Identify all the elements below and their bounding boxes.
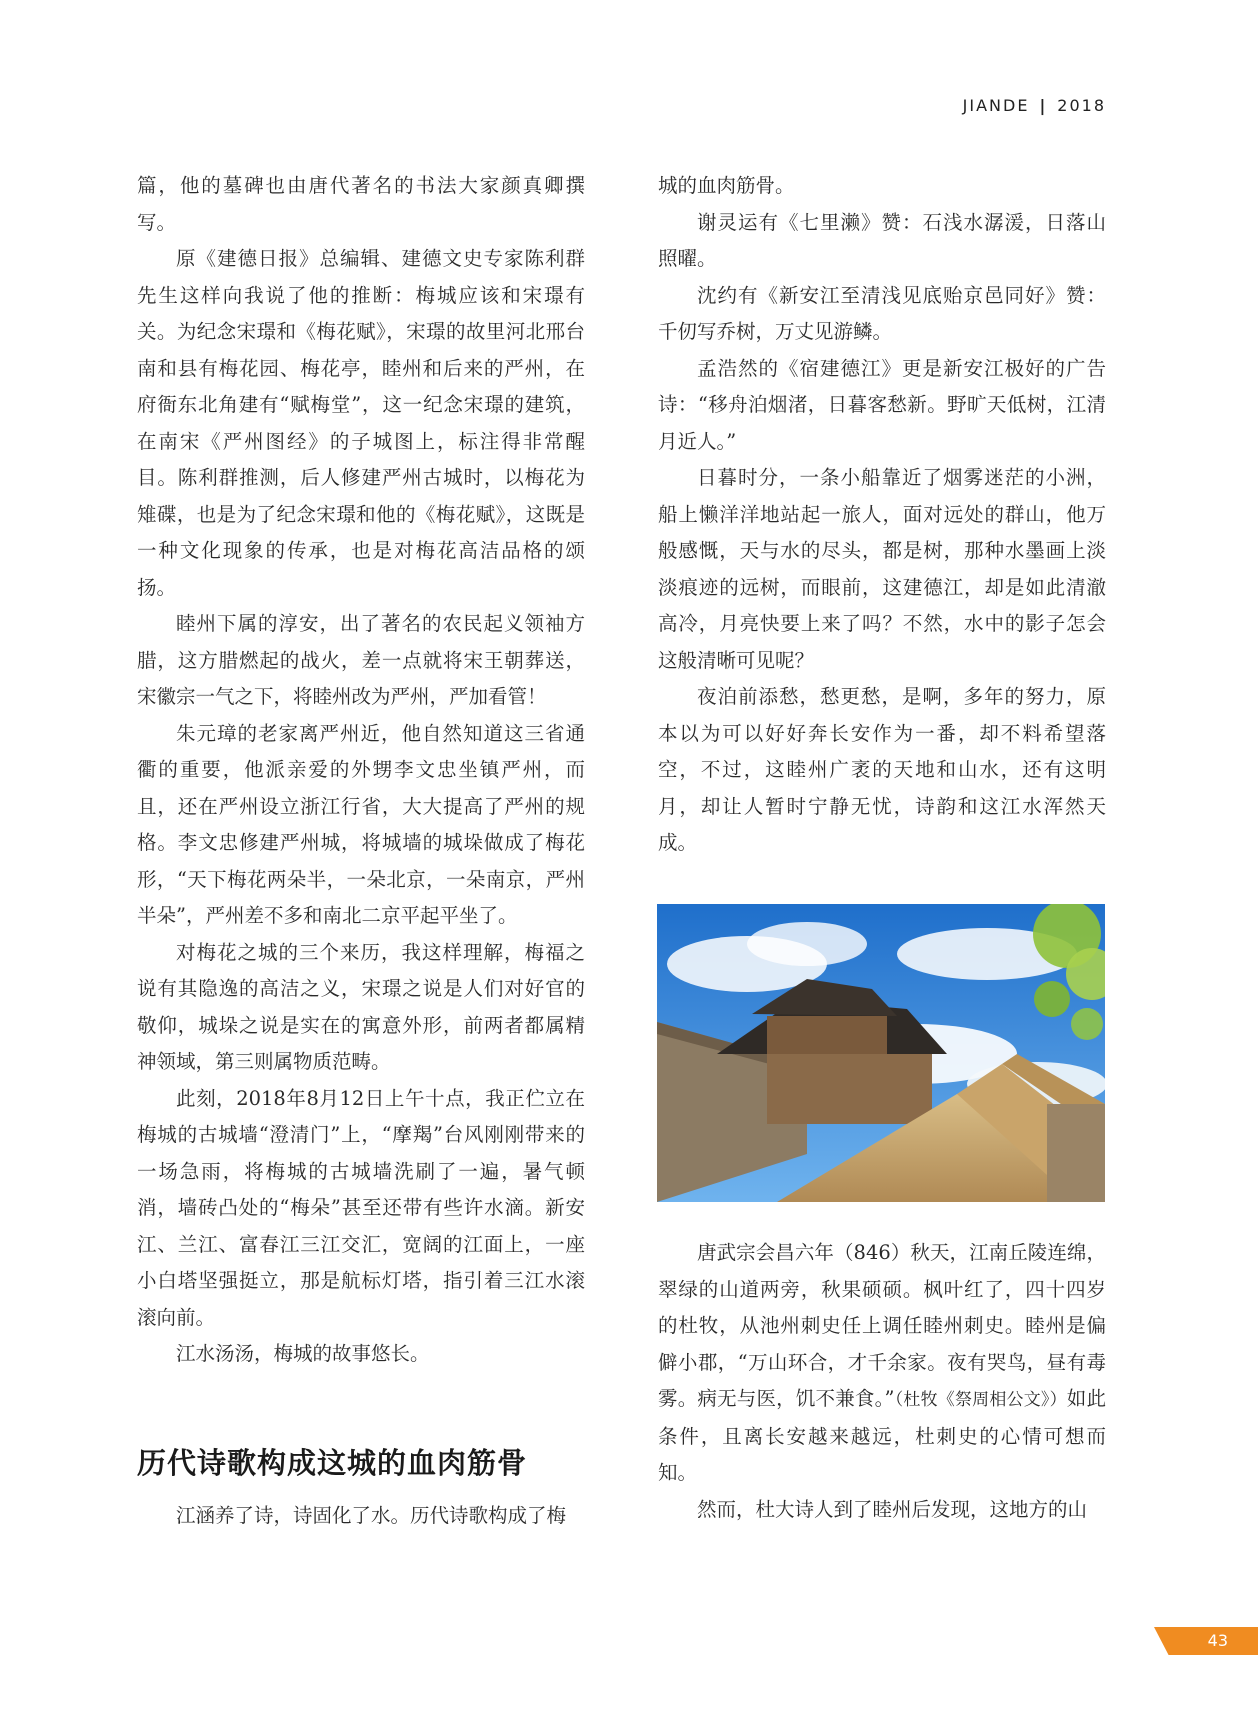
citation: （杜牧《祭周相公文》） [894,1390,1067,1410]
paragraph-text: 如此条件，且离长安越来越远，杜刺史的心情可想而知。 [658,1387,1106,1484]
page-number: 43 [1207,1631,1228,1650]
paragraph: 江涵养了诗，诗固化了水。历代诗歌构成了梅 [176,1504,567,1527]
paragraph: 沈约有《新安江至清浅见底贻京邑同好》赞：千仞写乔树，万丈见游鳞。 [658,283,1106,343]
paragraph [658,1235,1106,1492]
paragraph: 此刻，2018年8月12日上午十点，我正伫立在梅城的古城墙“澄清门”上，“摩羯”台风刚刚带来的一场急雨，将梅城的古城墙洗刷了一遍，暑气顿消，墙砖凸处的“梅朵”甚至还带有些许水滴。新安江、兰江、富春江三江交汇，宽阔的江面上，一座小白塔坚强挺立，那是航标灯塔，指引着三江水滚滚向前。 [137,1086,585,1329]
paragraph-text: 唐武宗会昌六年（846）秋天，江南丘陵连绵，翠绿的山道两旁，秋果硕硕。枫叶红了，四十四岁的杜牧，从池州刺史任上调任睦州刺史。睦州是偏僻小郡，“万山环合，才千余家。夜有哭鸟，昼有毒雾。病无与医，饥不兼食。” [658,1241,1106,1410]
right-column [658,168,1106,862]
page-number-tab [1154,1627,1258,1655]
city-wall-illustration [657,904,1105,1202]
magazine-name: JIANDE [962,96,1030,115]
paragraph: 原《建德日报》总编辑、建德文史专家陈利群先生这样向我说了他的推断：梅城应该和宋璟有关。为纪念宋璟和《梅花赋》，宋璟的故里河北邢台南和县有梅花园、梅花亭，睦州和后来的严州，在府衙东北角建有“赋梅堂”，这一纪念宋璟的建筑，在南宋《严州图经》的子城图上，标注得非常醒目。陈利群推测，后人修建严州古城时，以梅花为雉碟，也是为了纪念宋璟和他的《梅花赋》，这既是一种文化现象的传承，也是对梅花高洁品格的颂扬。 [137,247,585,599]
section-heading: 历代诗歌构成这城的血肉筋骨 [137,1446,528,1480]
city-gate-photo [657,904,1105,1202]
paragraph: 日暮时分，一条小船靠近了烟雾迷茫的小洲，船上懒洋洋地站起一旅人，面对远处的群山，他万般感慨，天与水的尽头，都是树，那种水墨画上淡淡痕迹的远树，而眼前，这建德江，却是如此清澈高冷，月亮快要上来了吗？不然，水中的影子怎会这般清晰可见呢？ [658,466,1106,672]
left-column-tail [137,1498,585,1535]
paragraph: 孟浩然的《宿建德江》更是新安江极好的广告诗：“移舟泊烟渚，日暮客愁新。野旷天低树，江清月近人。” [658,356,1106,453]
paragraph: 城的血肉筋骨。 [658,174,795,197]
paragraph: 睦州下属的淳安，出了著名的农民起义领袖方腊，这方腊燃起的战火，差一点就将宋王朝葬送，宋徽宗一气之下，将睦州改为严州，严加看管！ [137,612,585,708]
paragraph: 江水汤汤，梅城的故事悠长。 [176,1342,430,1365]
paragraph: 对梅花之城的三个来历，我这样理解，梅福之说有其隐逸的高洁之义，宋璟之说是人们对好官的敬仰，城垛之说是实在的寓意外形，前两者都属精神领域，第三则属物质范畴。 [137,940,585,1073]
issue-year: 2018 [1057,96,1106,115]
paragraph: 篇，他的墓碑也由唐代著名的书法大家颜真卿撰写。 [137,174,585,234]
left-column [137,168,585,1373]
running-header [963,96,1106,115]
paragraph: 朱元璋的老家离严州近，他自然知道这三省通衢的重要，他派亲爱的外甥李文忠坐镇严州，而且，还在严州设立浙江行省，大大提高了严州的规格。李文忠修建严州城，将城墙的城垛做成了梅花形，“天下梅花两朵半，一朵北京，一朵南京，严州半朵”，严州差不多和南北二京平起平坐了。 [137,721,585,927]
paragraph: 然而，杜大诗人到了睦州后发现，这地方的山 [697,1497,1088,1521]
paragraph: 谢灵运有《七里濑》赞：石浅水潺湲，日落山照曜。 [658,210,1106,270]
header-separator: | [1039,96,1048,115]
paragraph: 夜泊前添愁，愁更愁，是啊，多年的努力，原本以为可以好好奔长安作为一番，却不料希望落空，不过，这睦州广袤的天地和山水，还有这明月，却让人暂时宁静无忧，诗韵和这江水浑然天成。 [658,685,1106,854]
right-column-bottom [658,1235,1106,1528]
